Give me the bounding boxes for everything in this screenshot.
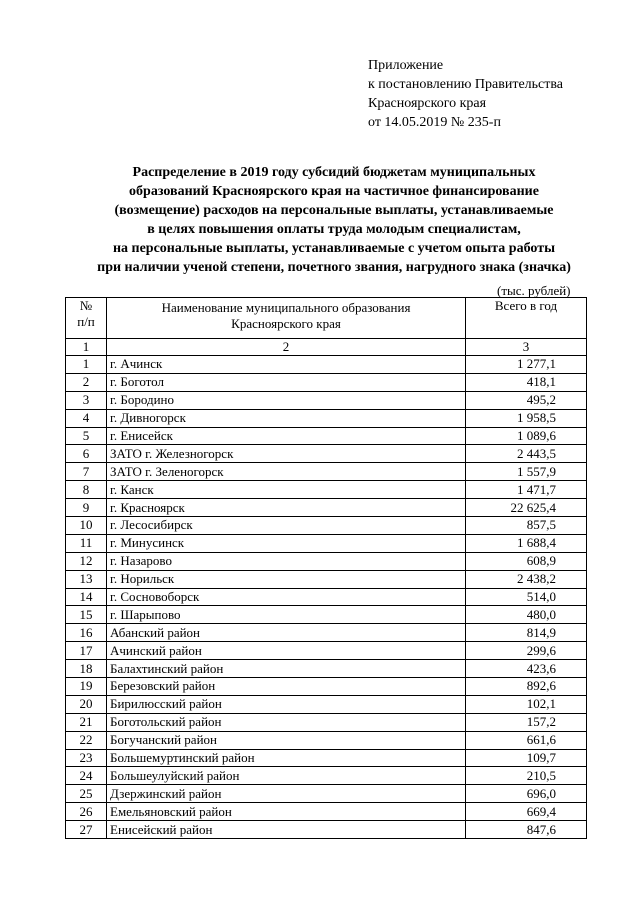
municipality-name: ЗАТО г. Зеленогорск (107, 463, 466, 481)
table-row (66, 660, 587, 678)
header-name-line-1: Наименование муниципального образования (161, 300, 411, 315)
annual-sum: 2 438,2 (466, 570, 587, 588)
table-header-row (66, 298, 587, 339)
municipality-name: Балахтинский район (107, 660, 466, 678)
table-row (66, 713, 587, 731)
annual-sum: 892,6 (466, 678, 587, 696)
municipality-name: г. Минусинск (107, 534, 466, 552)
annual-sum: 210,5 (466, 767, 587, 785)
title-line-1: Распределение в 2019 году субсидий бюджетам муниципальных (132, 165, 536, 180)
annual-sum: 1 277,1 (466, 356, 587, 374)
table-row (66, 803, 587, 821)
row-number: 4 (66, 409, 107, 427)
appendix-line-2: к постановлению Правительства (368, 77, 564, 92)
table-index-row (66, 339, 587, 356)
index-cell-1: 1 (66, 339, 107, 356)
municipality-name: Богучанский район (107, 731, 466, 749)
row-number: 12 (66, 552, 107, 570)
row-number: 6 (66, 445, 107, 463)
appendix-line-1: Приложение (368, 58, 444, 73)
row-number: 5 (66, 427, 107, 445)
municipality-name: Большеулуйский район (107, 767, 466, 785)
table-row (66, 481, 587, 499)
annual-sum: 1 557,9 (466, 463, 587, 481)
table-row (66, 356, 587, 374)
table-row (66, 552, 587, 570)
row-number: 16 (66, 624, 107, 642)
row-number: 24 (66, 767, 107, 785)
margin-mark (627, 370, 633, 416)
municipality-name: г. Красноярск (107, 499, 466, 517)
municipality-name: Ачинский район (107, 642, 466, 660)
row-number: 9 (66, 499, 107, 517)
annual-sum: 480,0 (466, 606, 587, 624)
municipality-name: г. Боготол (107, 373, 466, 391)
row-number: 25 (66, 785, 107, 803)
table-row (66, 642, 587, 660)
row-number: 22 (66, 731, 107, 749)
annual-sum: 495,2 (466, 391, 587, 409)
municipality-name: г. Дивногорск (107, 409, 466, 427)
municipality-name: г. Назарово (107, 552, 466, 570)
row-number: 3 (66, 391, 107, 409)
table-row (66, 785, 587, 803)
municipality-name: Дзержинский район (107, 785, 466, 803)
table-row (66, 534, 587, 552)
table-body (66, 356, 587, 839)
municipality-name: Березовский район (107, 678, 466, 696)
header-sum: Всего в год (466, 298, 587, 339)
annual-sum: 696,0 (466, 785, 587, 803)
row-number: 13 (66, 570, 107, 588)
municipality-name: г. Канск (107, 481, 466, 499)
table-row (66, 570, 587, 588)
municipality-name: г. Норильск (107, 570, 466, 588)
row-number: 7 (66, 463, 107, 481)
annual-sum: 514,0 (466, 588, 587, 606)
annual-sum: 423,6 (466, 660, 587, 678)
row-number: 26 (66, 803, 107, 821)
title-line-5: на персональные выплаты, устанавливаемые с учетом опыта работы (112, 241, 556, 256)
municipality-name: Боготольский район (107, 713, 466, 731)
appendix-line-3: Красноярского края (368, 96, 487, 111)
annual-sum: 157,2 (466, 713, 587, 731)
header-name-line-2: Красноярского края (231, 316, 341, 331)
table-row (66, 624, 587, 642)
municipality-name: Большемуртинский район (107, 749, 466, 767)
annual-sum: 1 471,7 (466, 481, 587, 499)
municipality-name: г. Лесосибирск (107, 517, 466, 535)
units-label: (тыс. рублей) (497, 283, 571, 298)
document-title (60, 163, 608, 277)
table-row (66, 695, 587, 713)
annual-sum: 669,4 (466, 803, 587, 821)
annual-sum: 2 443,5 (466, 445, 587, 463)
row-number: 10 (66, 517, 107, 535)
table-row (66, 499, 587, 517)
appendix-block (368, 56, 563, 132)
municipality-name: Енисейский район (107, 821, 466, 839)
header-number-line-1: № (79, 298, 93, 313)
table-row (66, 821, 587, 839)
row-number: 15 (66, 606, 107, 624)
row-number: 17 (66, 642, 107, 660)
annual-sum: 418,1 (466, 373, 587, 391)
row-number: 8 (66, 481, 107, 499)
municipality-name: г. Шарыпово (107, 606, 466, 624)
annual-sum: 857,5 (466, 517, 587, 535)
annual-sum: 1 958,5 (466, 409, 587, 427)
table-row (66, 517, 587, 535)
header-number (66, 298, 107, 339)
annual-sum: 22 625,4 (466, 499, 587, 517)
header-name (107, 298, 466, 339)
row-number: 14 (66, 588, 107, 606)
row-number: 27 (66, 821, 107, 839)
table-row (66, 427, 587, 445)
subsidy-table (65, 297, 587, 839)
row-number: 20 (66, 695, 107, 713)
index-cell-3: 3 (466, 339, 587, 356)
annual-sum: 1 688,4 (466, 534, 587, 552)
municipality-name: ЗАТО г. Железногорск (107, 445, 466, 463)
index-cell-2: 2 (107, 339, 466, 356)
table-row (66, 606, 587, 624)
title-line-3: (возмещение) расходов на персональные выплаты, устанавливаемые (114, 203, 554, 218)
row-number: 19 (66, 678, 107, 696)
title-line-6: при наличии ученой степени, почетного звания, нагрудного знака (значка) (97, 260, 571, 275)
row-number: 18 (66, 660, 107, 678)
appendix-line-4: от 14.05.2019 № 235-п (368, 115, 501, 130)
header-number-line-2: п/п (77, 314, 95, 329)
table-row (66, 678, 587, 696)
row-number: 1 (66, 356, 107, 374)
annual-sum: 299,6 (466, 642, 587, 660)
table-row (66, 373, 587, 391)
annual-sum: 109,7 (466, 749, 587, 767)
municipality-name: г. Ачинск (107, 356, 466, 374)
table-row (66, 731, 587, 749)
row-number: 21 (66, 713, 107, 731)
table-row (66, 391, 587, 409)
title-line-4: в целях повышения оплаты труда молодым специалистам, (147, 222, 521, 237)
annual-sum: 661,6 (466, 731, 587, 749)
municipality-name: г. Енисейск (107, 427, 466, 445)
table-row (66, 463, 587, 481)
table-row (66, 767, 587, 785)
municipality-name: Абанский район (107, 624, 466, 642)
municipality-name: Бирилюсский район (107, 695, 466, 713)
table-row (66, 445, 587, 463)
row-number: 11 (66, 534, 107, 552)
table-row (66, 588, 587, 606)
annual-sum: 814,9 (466, 624, 587, 642)
table-row (66, 749, 587, 767)
municipality-name: г. Бородино (107, 391, 466, 409)
municipality-name: Емельяновский район (107, 803, 466, 821)
annual-sum: 847,6 (466, 821, 587, 839)
table-row (66, 409, 587, 427)
row-number: 23 (66, 749, 107, 767)
municipality-name: г. Сосновоборск (107, 588, 466, 606)
annual-sum: 1 089,6 (466, 427, 587, 445)
annual-sum: 608,9 (466, 552, 587, 570)
annual-sum: 102,1 (466, 695, 587, 713)
row-number: 2 (66, 373, 107, 391)
title-line-2: образований Красноярского края на частичное финансирование (129, 184, 539, 199)
